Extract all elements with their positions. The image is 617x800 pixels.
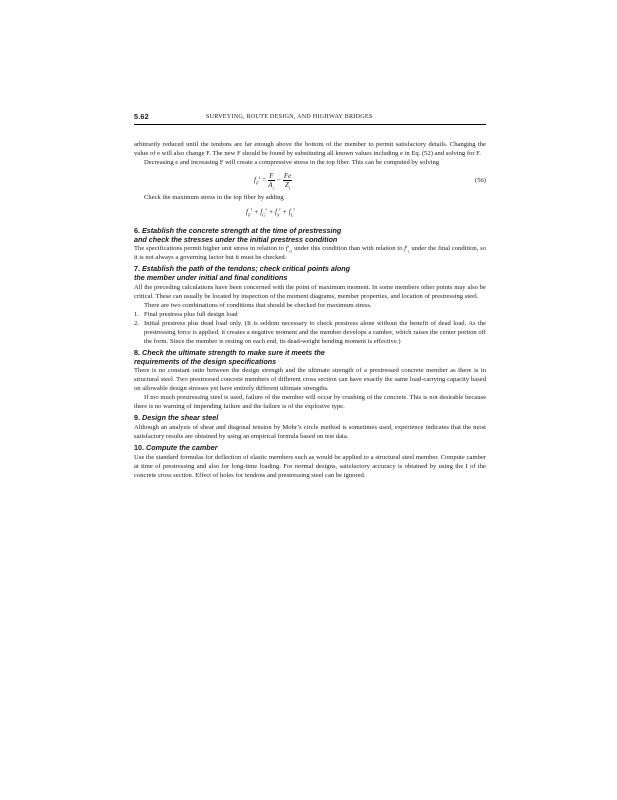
- equation-56: $f_F^t$ = $\frac{F}{A_c}$ − $\frac{Fe}{Z_t}$ (56): [254, 172, 486, 191]
- section-6-heading: 6. Establish the concrete strength at the time of prestressing and check the stresses under the initial prestress condition: [134, 226, 342, 244]
- equation-number: (56): [475, 177, 486, 185]
- paragraph-intro-1: arbitrarily reduced until the tendons are far enough above the bottom of the member to permit satisfactory details. Changing the value of e will also change F. The new F should be found by substituting all known values including e in Eq. (52) and solving for F.: [134, 141, 486, 158]
- section-9-paragraph: Although an analysis of shear and diagonal tension by Mohr’s circle method is sometimes used, experience indicates that the most satisfactory results are obtained by using an empirical formula based on test data.: [134, 424, 486, 441]
- section-8-heading: 8. Check the ultimate strength to make sure it meets the requirements of the design specifications: [134, 347, 325, 366]
- paragraph-intro-3: Check the maximum stress in the top fiber by adding: [144, 194, 284, 202]
- section-8-paragraph-1: There is no constant ratio between the design strength and the ultimate strength of a prestressed concrete member as there is in structural steel. Two prestressed concrete members of different cross section can have exactly the same load-carrying capacity based on allowable design stresses yet have entirely different ultimate strengths.: [134, 367, 486, 393]
- page-header: [134, 112, 486, 125]
- section-10-paragraph: Use the standard formulas for deflection of elastic members such as would be applied to a structural steel member. Compute camber at time of prestressing and also for long-time loading. For normal designs, satisfactory accuracy is obtained by using the I of the concrete cross section. Effect of holes for tendons and prestressing steel can be ignored.: [134, 453, 486, 479]
- page-number: 5.62: [134, 112, 149, 121]
- paragraph-intro-2: Decreasing e and increasing F will create a compressive stress in the top fiber. This can be computed by solving: [144, 159, 440, 167]
- section-7-heading: 7. Establish the path of the tendons; check critical points along the member under initial and final conditions: [134, 264, 351, 283]
- section-7-paragraph-1: All the preceding calculations have been concerned with the point of maximum moment. In some members other points may also be critical. These can usually be located by inspection of the moment diagrams, member properties, and location of prestressing steel.: [134, 283, 486, 300]
- section-9-heading: 9. Design the shear steel: [134, 413, 219, 423]
- section-6-paragraph: The specifications permit higher unit stress in relation to $f'_{ci}$ under this condition than with relation to $f'_c$ under the final condition, so it is not always a governing factor but it must be checked.: [134, 245, 486, 262]
- list-item: 1. Final prestress plus full design load: [134, 310, 238, 318]
- list-item: 2. Initial prestress plus dead load only. (It is seldom necessary to check prestress alone without the benefit of dead load. As the prestressing force is applied, it creates a negative moment and the member develops a camber, which raises the center portion off the form. Since the member is resting on each end, its dead-weight bending moment is effective.): [134, 319, 486, 345]
- section-10-heading: 10. Compute the camber: [134, 443, 218, 453]
- page-body: [134, 140, 486, 480]
- section-7-paragraph-2: There are two combinations of conditions that should be checked for maximum stress.: [144, 301, 372, 309]
- equation-sum: $f_F^t + f_G^t + f_S^t + f_L^t$: [246, 206, 295, 218]
- conditions-list: [134, 310, 486, 346]
- running-title: SURVEYING, ROUTE DESIGN, AND HIGHWAY BRIDGES: [206, 112, 373, 120]
- section-8-paragraph-2: If too much prestressing steel is used, failure of the member will occur by crushing of the concrete. This is not desirable because there is no warning of impending failure and the failure is of the explosive type.: [134, 394, 486, 411]
